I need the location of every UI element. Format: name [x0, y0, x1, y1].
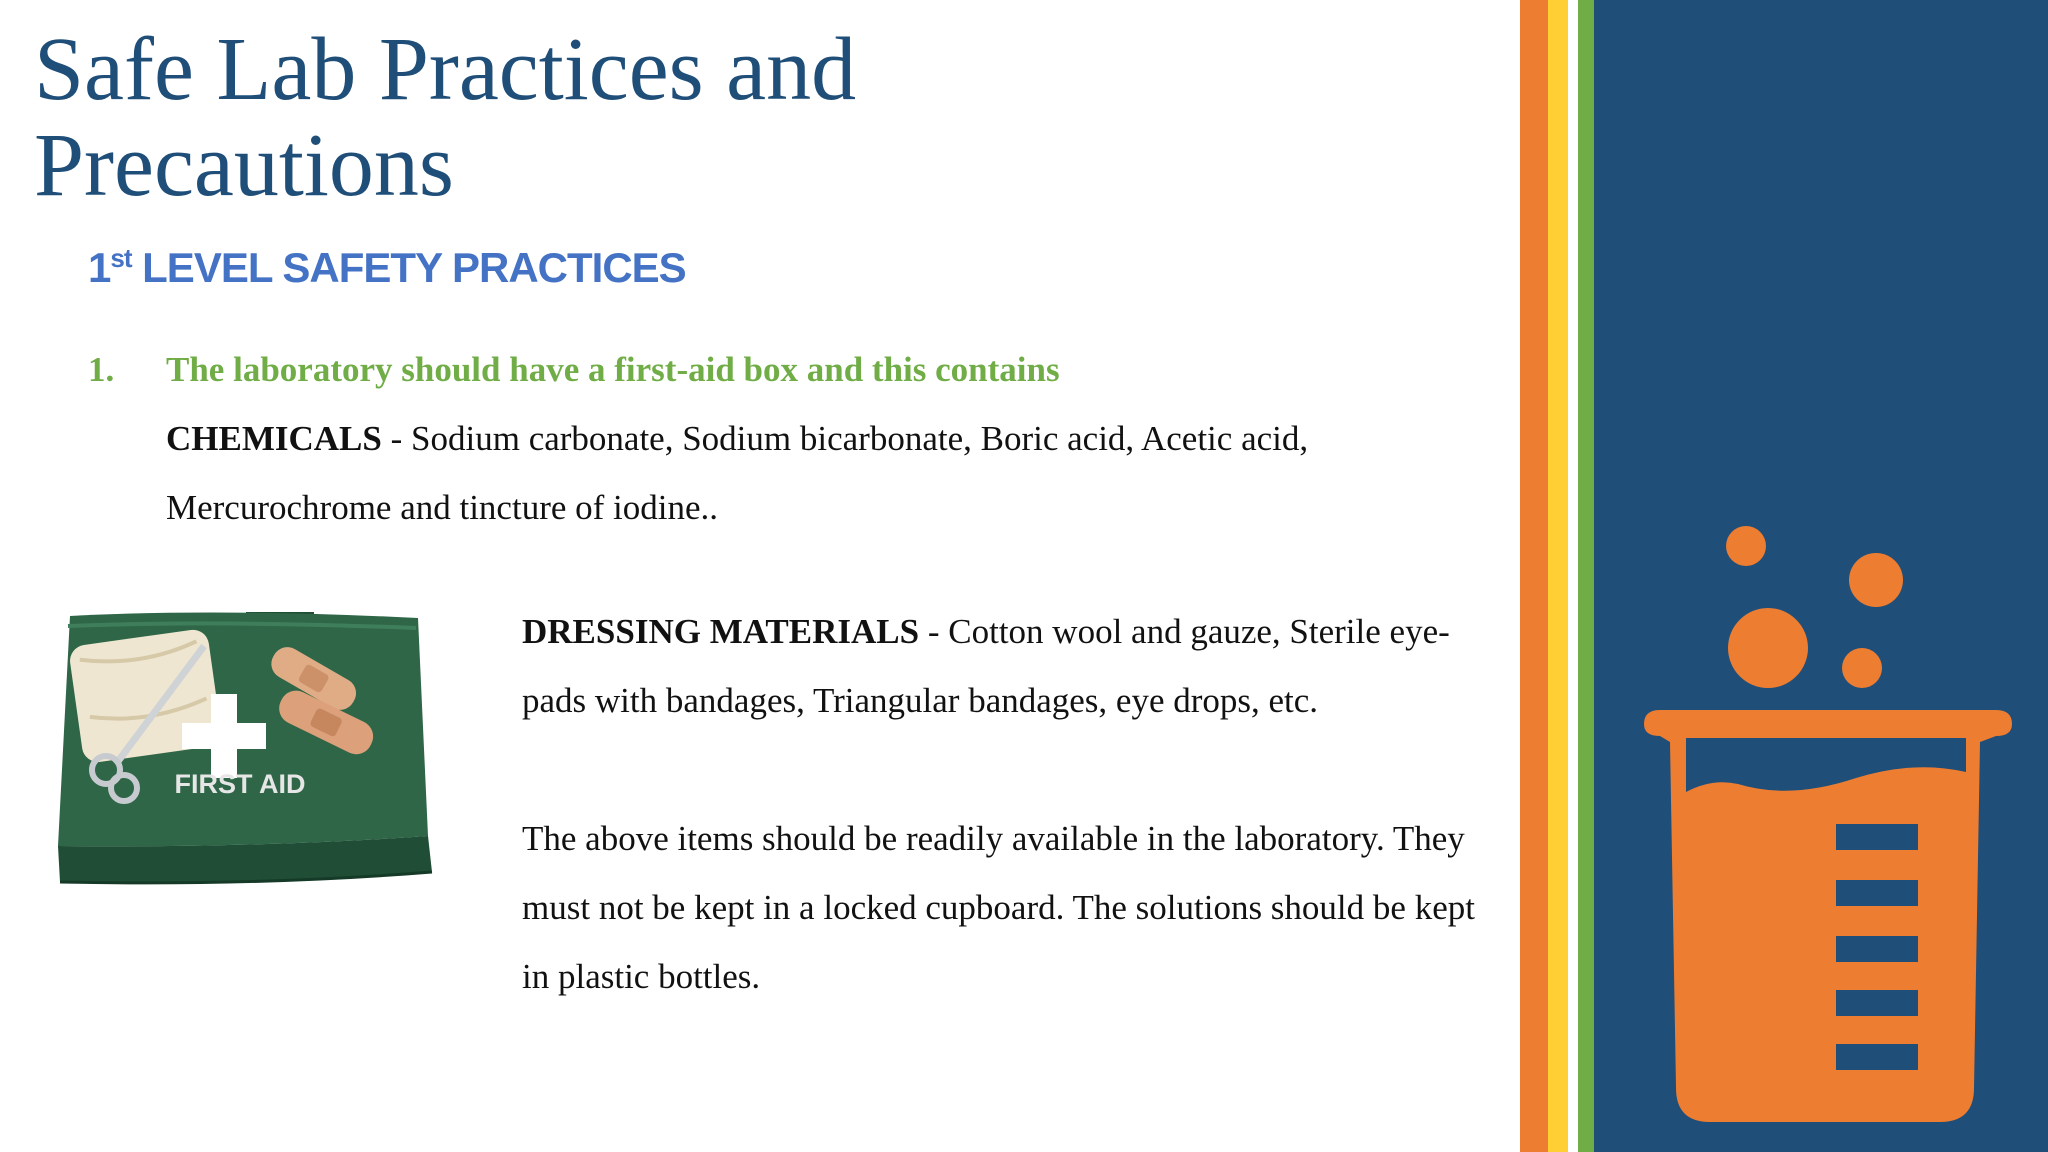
list-item-number: 1.	[88, 350, 115, 389]
slide-title	[34, 22, 856, 214]
dressing-paragraph	[522, 597, 1482, 735]
slide-subtitle	[88, 242, 686, 294]
subtitle-text: LEVEL SAFETY PRACTICES	[131, 244, 686, 291]
availability-paragraph: The above items should be readily available in the laboratory. They must not be kept in a locked cupboard. The solutions should be kept in plastic bottles.	[522, 819, 1475, 996]
stripe-orange	[1520, 0, 1548, 1152]
first-aid-kit-image	[28, 590, 468, 920]
subtitle-number: 1	[88, 244, 111, 291]
dressing-label: DRESSING MATERIALS	[522, 612, 920, 651]
chemicals-text: - Sodium carbonate, Sodium bicarbonate, Boric acid, Acetic acid, Mercurochrome and tincture of iodine..	[166, 419, 1309, 527]
subtitle-ordinal: st	[110, 243, 132, 273]
list-item-heading	[88, 346, 1060, 394]
stripe-white	[1568, 0, 1578, 1152]
chemicals-paragraph	[166, 404, 1496, 542]
stripe-yellow	[1548, 0, 1568, 1152]
beaker-icon	[1594, 0, 2048, 1152]
chemicals-label: CHEMICALS	[166, 419, 382, 458]
list-item-text: The laboratory should have a first-aid box and this contains	[166, 350, 1060, 389]
kit-label: FIRST AID	[174, 769, 306, 799]
title-line-2: Precautions	[34, 116, 454, 215]
stripe-green	[1578, 0, 1594, 1152]
dressing-text: - Cotton wool and gauze, Sterile eye-pads with bandages, Triangular bandages, eye drops, etc.	[522, 612, 1450, 720]
title-line-1: Safe Lab Practices and	[34, 20, 857, 119]
